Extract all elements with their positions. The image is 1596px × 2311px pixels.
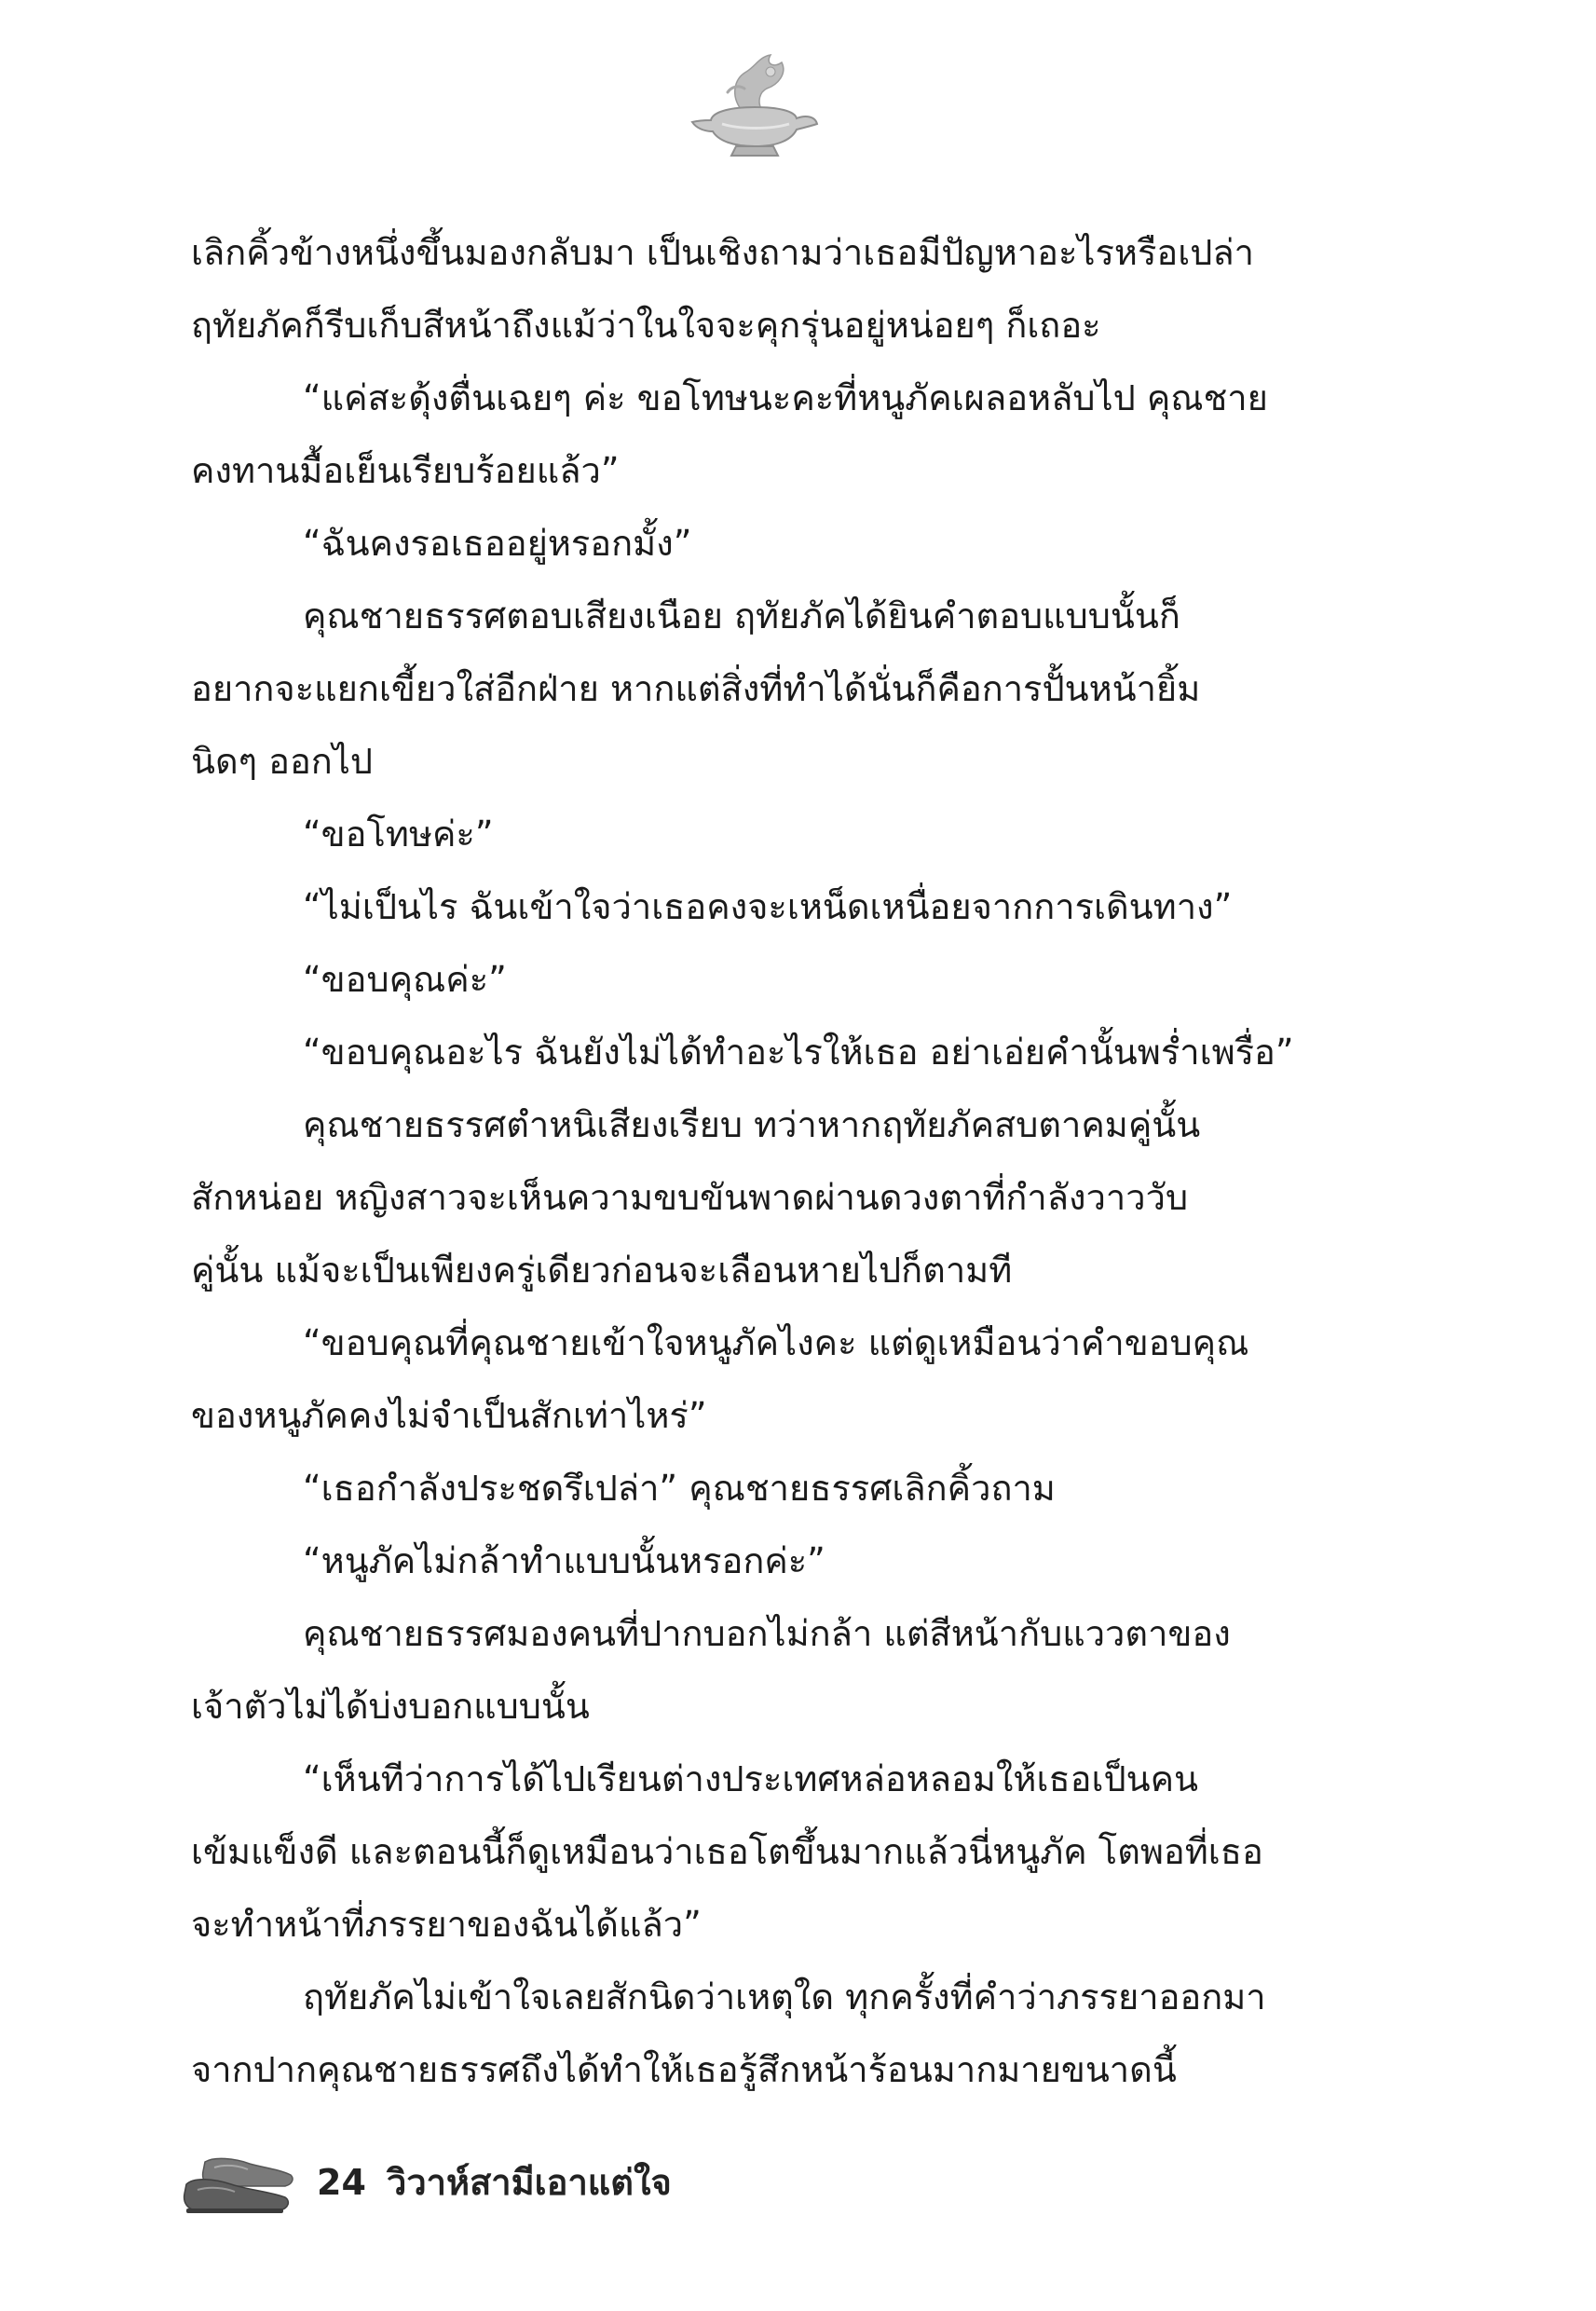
text-line: “ขอบคุณที่คุณชายเข้าใจหนูภัคไงคะ แต่ดูเหมือนว่าคำขอบคุณ <box>303 1322 1249 1363</box>
text-line: คุณชายธรรศมองคนที่ปากบอกไม่กล้า แต่สีหน้ากับแววตาของ <box>303 1613 1231 1654</box>
text-line: “เธอกำลังประชดรึเปล่า” คุณชายธรรศเลิกคิ้วถาม <box>303 1468 1056 1509</box>
text-line: “ขอโทษค่ะ” <box>303 814 494 855</box>
text-line: ฤทัยภัคก็รีบเก็บสีหน้าถึงแม้ว่าในใจจะคุกรุ่นอยู่หน่อยๆ ก็เถอะ <box>191 305 1101 346</box>
text-line: นิดๆ ออกไป <box>191 741 374 782</box>
shoes-icon <box>177 2143 307 2218</box>
text-line: “หนูภัคไม่กล้าทำแบบนั้นหรอกค่ะ” <box>303 1540 825 1581</box>
text-line: เลิกคิ้วข้างหนึ่งขึ้นมองกลับมา เป็นเชิงถามว่าเธอมีปัญหาอะไรหรือเปล่า <box>191 232 1254 273</box>
text-line: “ขอบคุณค่ะ” <box>303 959 507 1000</box>
text-line: คุณชายธรรศตอบเสียงเนือย ฤทัยภัคได้ยินคำตอบแบบนั้นก็ <box>303 595 1180 636</box>
genie-lamp-icon <box>685 51 825 163</box>
text-line: คุณชายธรรศตำหนิเสียงเรียบ ทว่าหากฤทัยภัคสบตาคมคู่นั้น <box>303 1104 1201 1145</box>
text-line: จากปากคุณชายธรรศถึงได้ทำให้เธอรู้สึกหน้าร้อนมากมายขนาดนี้ <box>191 2049 1177 2090</box>
text-line: อยากจะแยกเขี้ยวใส่อีกฝ่าย หากแต่สิ่งที่ทำได้นั่นก็คือการปั้นหน้ายิ้ม <box>191 668 1201 709</box>
text-line: จะทำหน้าที่ภรรยาของฉันได้แล้ว” <box>191 1904 702 1945</box>
text-line: เข้มแข็งดี และตอนนี้ก็ดูเหมือนว่าเธอโตขึ้นมากแล้วนี่หนูภัค โตพอที่เธอ <box>191 1831 1263 1872</box>
body-text <box>191 216 1346 2106</box>
text-line: สักหน่อย หญิงสาวจะเห็นความขบขันพาดผ่านดวงตาที่กำลังวาววับ <box>191 1177 1189 1218</box>
text-line: “ฉันคงรอเธออยู่หรอกมั้ง” <box>303 523 692 564</box>
text-line: “ขอบคุณอะไร ฉันยังไม่ได้ทำอะไรให้เธอ อย่าเอ่ยคำนั้นพร่ำเพรื่อ” <box>303 1032 1294 1073</box>
book-title: วิวาห์สามีเอาแต่ใจ <box>387 2162 672 2203</box>
text-line: “เห็นทีว่าการได้ไปเรียนต่างประเทศหล่อหลอมให้เธอเป็นคน <box>303 1758 1198 1799</box>
text-line: “แค่สะดุ้งตื่นเฉยๆ ค่ะ ขอโทษนะคะที่หนูภัคเผลอหลับไป คุณชาย <box>303 377 1268 418</box>
page-number: 24 <box>317 2162 366 2203</box>
text-line: “ไม่เป็นไร ฉันเข้าใจว่าเธอคงจะเหน็ดเหนื่อยจากการเดินทาง” <box>303 886 1233 927</box>
text-line: ฤทัยภัคไม่เข้าใจเลยสักนิดว่าเหตุใด ทุกครั้งที่คำว่าภรรยาออกมา <box>303 1976 1266 2017</box>
text-line: คงทานมื้อเย็นเรียบร้อยแล้ว” <box>191 450 620 491</box>
text-line: คู่นั้น แม้จะเป็นเพียงครู่เดียวก่อนจะเลือนหายไปก็ตามที <box>191 1250 1013 1291</box>
text-line: เจ้าตัวไม่ได้บ่งบอกแบบนั้น <box>191 1686 590 1727</box>
text-line: ของหนูภัคคงไม่จำเป็นสักเท่าไหร่” <box>191 1395 707 1436</box>
page-footer <box>177 2143 829 2218</box>
